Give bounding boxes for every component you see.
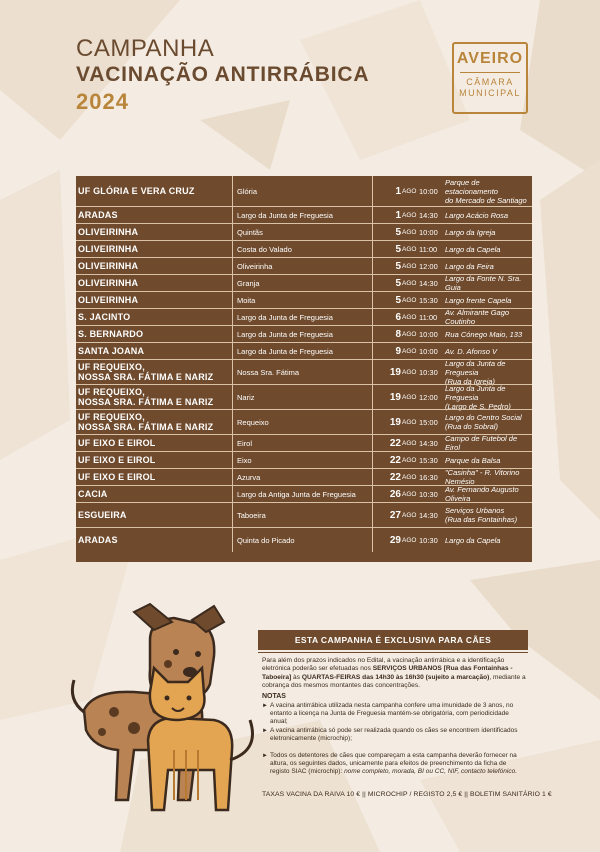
note-3-fields: nome completo, morada, BI ou CC, NIF, contacto telefónico. xyxy=(344,768,518,776)
location-cell: Largo da Junta de Freguesia xyxy=(232,343,377,359)
table-row xyxy=(76,240,532,257)
month-cell: AGO xyxy=(402,330,417,338)
time-cell: 16:30 xyxy=(419,472,438,482)
day-cell: 5 xyxy=(372,241,401,257)
location-cell: Quintãs xyxy=(232,224,377,240)
day-cell: 8 xyxy=(372,326,401,342)
aveiro-logo xyxy=(452,42,528,114)
time-cell: 11:00 xyxy=(419,244,438,254)
place-cell: Largo do Centro Social (Rua do Sobral) xyxy=(445,413,522,431)
uf-cell: ARADAS xyxy=(78,210,118,220)
logo-camara: CÂMARA xyxy=(466,77,514,87)
page-header xyxy=(76,36,369,116)
month-cell: AGO xyxy=(402,393,417,401)
table-row xyxy=(76,325,532,342)
table-row xyxy=(76,291,532,308)
place-cell: Largo da Junta de Freguesia (Largo de S. Pedro) xyxy=(445,383,511,411)
time-cell: 14:30 xyxy=(419,278,438,288)
info-para-b: SERVIÇOS URBANOS [Rua das Fontainhas - Taboeira] xyxy=(262,665,513,681)
day-cell: 6 xyxy=(372,309,401,325)
location-cell: Requeixo xyxy=(232,410,377,434)
month-cell: AGO xyxy=(402,187,417,195)
month-cell: AGO xyxy=(402,245,417,253)
uf-cell: OLIVEIRINHA xyxy=(78,295,139,305)
place-cell: Av. D. Afonso V xyxy=(445,346,497,356)
table-row xyxy=(76,342,532,359)
place-cell: Av. Fernando Augusto Oliveira xyxy=(445,485,519,503)
month-cell: AGO xyxy=(402,228,417,236)
month-cell: AGO xyxy=(402,368,417,376)
table-row xyxy=(76,359,532,384)
place-cell: Av. Almirante Gago Coutinho xyxy=(445,308,510,326)
time-cell: 15:30 xyxy=(419,295,438,305)
location-cell: Largo da Junta de Freguesia xyxy=(232,207,377,223)
place-cell: Rua Cónego Maio, 133 xyxy=(445,329,523,339)
place-cell: Largo da Feira xyxy=(445,261,494,271)
table-row xyxy=(76,176,532,206)
location-cell: Largo da Antiga Junta de Freguesia xyxy=(232,486,377,502)
place-cell: Largo da Junta de Freguesia (Rua da Igreja) xyxy=(445,358,506,386)
place-cell: Largo da Capela xyxy=(445,244,501,254)
time-cell: 15:00 xyxy=(419,417,438,427)
uf-cell: UF REQUEIXO, NOSSA SRA. FÁTIMA E NARIZ xyxy=(78,387,214,407)
uf-cell: UF GLÓRIA E VERA CRUZ xyxy=(78,186,195,196)
month-cell: AGO xyxy=(402,347,417,355)
day-cell: 27 xyxy=(372,503,401,527)
day-cell: 19 xyxy=(372,410,401,434)
uf-cell: UF EIXO E EIROL xyxy=(78,455,156,465)
month-cell: AGO xyxy=(402,211,417,219)
table-row xyxy=(76,434,532,451)
month-cell: AGO xyxy=(402,279,417,287)
location-cell: Eirol xyxy=(232,435,377,451)
note-1 xyxy=(262,702,520,727)
location-cell: Nariz xyxy=(232,385,377,409)
day-cell: 22 xyxy=(372,435,401,451)
table-row xyxy=(76,468,532,485)
uf-cell: UF EIXO E EIROL xyxy=(78,472,156,482)
day-cell: 22 xyxy=(372,452,401,468)
table-row xyxy=(76,274,532,291)
uf-cell: OLIVEIRINHA xyxy=(78,278,139,288)
time-cell: 10:00 xyxy=(419,329,438,339)
month-cell: AGO xyxy=(402,418,417,426)
day-cell: 5 xyxy=(372,292,401,308)
table-row xyxy=(76,223,532,240)
exclusive-dogs-banner: ESTA CAMPANHA É EXCLUSIVA PARA CÃES xyxy=(258,630,528,650)
month-cell: AGO xyxy=(402,313,417,321)
uf-cell: UF EIXO E EIROL xyxy=(78,438,156,448)
location-cell: Granja xyxy=(232,275,377,291)
table-row xyxy=(76,384,532,409)
month-cell: AGO xyxy=(402,262,417,270)
table-row xyxy=(76,485,532,502)
uf-cell: CACIA xyxy=(78,489,108,499)
arrow-icon: ► xyxy=(262,703,268,709)
location-cell: Glória xyxy=(232,176,377,206)
note-3-text: Todos os detentores de cães que compareçam a esta campanha deverão fornecer na altura, os seguintes dados, unicamente para efeitos de preenchimento da ficha de registo SIAC (microchip): xyxy=(270,752,517,776)
location-cell: Quinta do Picado xyxy=(232,528,377,552)
time-cell: 14:30 xyxy=(419,210,438,220)
schedule-table xyxy=(76,176,532,562)
info-para-e: , mediante a cobrança dos mesmos montantes das concentrações. xyxy=(262,673,526,690)
uf-cell: OLIVEIRINHA xyxy=(78,261,139,271)
time-cell: 10:00 xyxy=(419,346,438,356)
table-row xyxy=(76,451,532,468)
info-para-a: Para além dos prazos indicados no Edital, a vacinação antirrábica e a identificação eletrónica poderão ser efetuadas nos xyxy=(262,657,505,673)
note-2-text: A vacina antirrábica só pode ser realizada quando os cães se encontrem identificados eletronicamente (microchip); xyxy=(270,727,518,743)
title-vacinacao: VACINAÇÃO ANTIRRÁBICA xyxy=(76,63,370,86)
place-cell: Largo da Fonte N. Sra. Guia xyxy=(445,274,522,292)
uf-cell: S. BERNARDO xyxy=(78,329,144,339)
logo-aveiro: AVEIRO xyxy=(456,50,524,67)
month-cell: AGO xyxy=(402,490,417,498)
location-cell: Costa do Valado xyxy=(232,241,377,257)
day-cell: 19 xyxy=(372,360,401,384)
place-cell: Largo frente Capela xyxy=(445,295,512,305)
time-cell: 15:30 xyxy=(419,455,438,465)
time-cell: 10:00 xyxy=(419,227,438,237)
note-1-text: A vacina antirrábica utilizada nesta campanha confere uma imunidade de 3 anos, no entanto a licença na Junta de Freguesia mantém-se obrigatória, com periodicidade anual; xyxy=(270,702,514,726)
place-cell: Serviços Urbanos (Rua das Fontainhas) xyxy=(445,506,518,524)
place-cell: Largo da Igreja xyxy=(445,227,496,237)
time-cell: 10:30 xyxy=(419,489,438,499)
location-cell: Moita xyxy=(232,292,377,308)
table-row xyxy=(76,527,532,552)
place-cell: Largo Acácio Rosa xyxy=(445,210,509,220)
table-row xyxy=(76,257,532,274)
notes-heading: NOTAS xyxy=(262,693,286,700)
info-para-c: às xyxy=(291,673,302,681)
uf-cell: S. JACINTO xyxy=(78,312,131,322)
place-cell: "Casinha" - R. Vitorino Nemésio xyxy=(445,468,520,486)
day-cell: 1 xyxy=(372,176,401,206)
note-3 xyxy=(262,752,520,777)
info-paragraph xyxy=(262,657,528,691)
title-year: 2024 xyxy=(76,89,129,114)
time-cell: 10:30 xyxy=(419,367,438,377)
uf-cell: UF REQUEIXO, NOSSA SRA. FÁTIMA E NARIZ xyxy=(78,362,214,382)
place-cell: Campo de Futebol de Eirol xyxy=(445,434,518,452)
month-cell: AGO xyxy=(402,473,417,481)
day-cell: 5 xyxy=(372,224,401,240)
logo-municipal: MUNICIPAL xyxy=(459,88,521,98)
arrow-icon: ► xyxy=(262,728,268,734)
time-cell: 10:00 xyxy=(419,186,438,196)
month-cell: AGO xyxy=(402,511,417,519)
location-cell: Eixo xyxy=(232,452,377,468)
time-cell: 14:30 xyxy=(419,438,438,448)
day-cell: 5 xyxy=(372,258,401,274)
day-cell: 1 xyxy=(372,207,401,223)
month-cell: AGO xyxy=(402,296,417,304)
uf-cell: ESGUEIRA xyxy=(78,510,127,520)
arrow-icon: ► xyxy=(262,753,268,759)
fees-line: TAXAS VACINA DA RAIVA 10 € || MICROCHIP / REGISTO 2,5 € || BOLETIM SANITÁRIO 1 € xyxy=(262,791,552,798)
uf-cell: OLIVEIRINHA xyxy=(78,227,139,237)
location-cell: Azurva xyxy=(232,469,377,485)
info-para-d: QUARTAS-FEIRAS das 14h30 às 16h30 (sujeito a marcação) xyxy=(301,673,490,681)
place-cell: Parque de estacionamento do Mercado de Santiago xyxy=(445,177,527,205)
table-row xyxy=(76,409,532,434)
time-cell: 12:00 xyxy=(419,392,438,402)
place-cell: Largo da Capela xyxy=(445,535,501,545)
uf-cell: UF REQUEIXO, NOSSA SRA. FÁTIMA E NARIZ xyxy=(78,412,214,432)
time-cell: 14:30 xyxy=(419,510,438,520)
cat-icon xyxy=(148,668,253,810)
day-cell: 29 xyxy=(372,528,401,552)
time-cell: 10:30 xyxy=(419,535,438,545)
location-cell: Nossa Sra. Fátima xyxy=(232,360,377,384)
title-campanha: CAMPANHA xyxy=(76,35,215,62)
table-row xyxy=(76,502,532,527)
time-cell: 11:00 xyxy=(419,312,438,322)
day-cell: 26 xyxy=(372,486,401,502)
uf-cell: ARADAS xyxy=(78,535,118,545)
banner-divider xyxy=(258,652,528,653)
day-cell: 9 xyxy=(372,343,401,359)
table-row xyxy=(76,206,532,223)
dog-and-cat-illustration xyxy=(64,600,264,820)
location-cell: Oliveirinha xyxy=(232,258,377,274)
place-cell: Parque da Balsa xyxy=(445,455,501,465)
month-cell: AGO xyxy=(402,456,417,464)
day-cell: 5 xyxy=(372,275,401,291)
location-cell: Largo da Junta de Freguesia xyxy=(232,326,377,342)
table-row xyxy=(76,308,532,325)
uf-cell: OLIVEIRINHA xyxy=(78,244,139,254)
day-cell: 19 xyxy=(372,385,401,409)
location-cell: Largo da Junta de Freguesia xyxy=(232,309,377,325)
time-cell: 12:00 xyxy=(419,261,438,271)
uf-cell: SANTA JOANA xyxy=(78,346,145,356)
location-cell: Taboeira xyxy=(232,503,377,527)
note-2 xyxy=(262,727,520,743)
month-cell: AGO xyxy=(402,536,417,544)
month-cell: AGO xyxy=(402,439,417,447)
day-cell: 22 xyxy=(372,469,401,485)
